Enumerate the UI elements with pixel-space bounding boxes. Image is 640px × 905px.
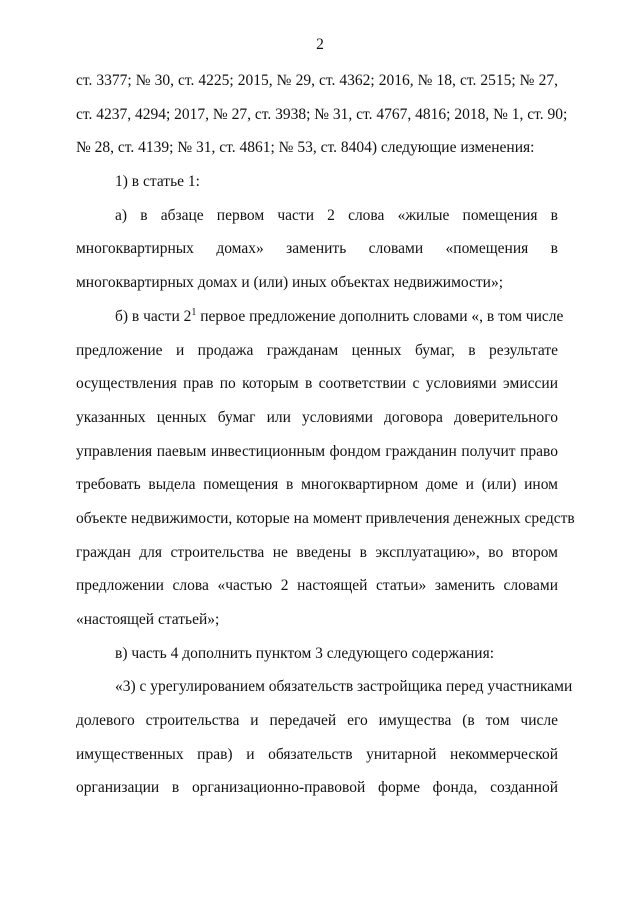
text-line: указанных ценных бумаг или условиями договора доверительного [76, 408, 558, 426]
text-line: многоквартирных домах и (или) иных объектах недвижимости»; [76, 274, 504, 292]
paragraph-heading: 1) в статье 1: [115, 173, 200, 191]
superscript: 1 [191, 306, 197, 318]
text-line: требовать выдела помещения в многоквартирном доме и (или) ином [76, 476, 558, 494]
text-line: многоквартирных домах» заменить словами «помещения в [76, 240, 558, 258]
text-line: объекте недвижимости, которые на момент привлечения денежных средств [76, 509, 575, 527]
text-fragment: первое предложение дополнить словами «, в том числе [196, 307, 564, 325]
text-line: предложение и продажа гражданам ценных бумаг, в результате [76, 341, 558, 359]
text-line: № 28, ст. 4139; № 31, ст. 4861; № 53, ст. 8404) следующие изменения: [76, 139, 535, 157]
text-line: «настоящей статьей»; [76, 611, 220, 628]
body-text [76, 64, 575, 805]
page-number: 2 [316, 36, 324, 53]
text-fragment: б) в части 2 [115, 307, 192, 325]
text-line-with-superscript [76, 300, 564, 334]
text-line: долевого строительства и передачей его имущества (в том числе [76, 712, 558, 730]
text-line: «3) с урегулированием обязательств застройщика перед участниками [115, 678, 573, 696]
text-line: ст. 3377; № 30, ст. 4225; 2015, № 29, ст. 4362; 2016, № 18, ст. 2515; № 27, [76, 72, 558, 89]
text-line: осуществления прав по которым в соответствии с условиями эмиссии [76, 375, 558, 393]
text-line: ст. 4237, 4294; 2017, № 27, ст. 3938; № 31, ст. 4767, 4816; 2018, № 1, ст. 90; [76, 105, 568, 123]
text-line: имущественных прав) и обязательств унитарной некоммерческой [76, 745, 558, 763]
text-line: а) в абзаце первом части 2 слова «жилые помещения в [115, 206, 558, 224]
text-line: предложении слова «частью 2 настоящей статьи» заменить словами [76, 577, 558, 595]
text-line: граждан для строительства не введены в эксплуатацию», во втором [76, 543, 558, 561]
text-line: управления паевым инвестиционным фондом гражданин получит право [76, 442, 558, 460]
text-line: в) часть 4 дополнить пунктом 3 следующего содержания: [115, 644, 495, 662]
text-line: организации в организационно-правовой форме фонда, созданной [76, 779, 558, 797]
